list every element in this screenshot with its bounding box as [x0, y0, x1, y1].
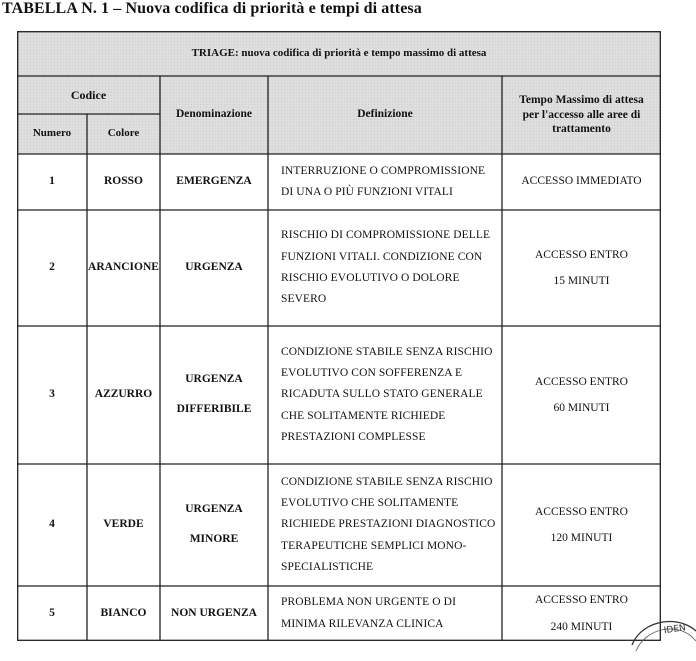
- header-codice: Codice: [17, 76, 160, 114]
- cell-colore: ROSSO: [104, 175, 143, 188]
- text-line: ACCESSO IMMEDIATO: [521, 175, 642, 188]
- header-colore: Colore: [87, 114, 160, 154]
- text-line: NON URGENZA: [171, 606, 257, 619]
- text-line: PROBLEMA NON URGENTE O DI: [281, 596, 456, 609]
- text-line: EMERGENZA: [176, 175, 252, 188]
- text-line: RISCHIO DI COMPROMISSIONE DELLE: [281, 229, 491, 242]
- table-caption: TRIAGE: nuova codifica di priorità e tempo massimo di attesa: [17, 31, 661, 76]
- text-line: 60 MINUTI: [553, 402, 610, 414]
- text-line: RICADUTA SULLO STATO GENERALE: [281, 388, 483, 401]
- text-line: URGENZA: [185, 503, 243, 516]
- text-line: DIFFERIBILE: [176, 403, 252, 415]
- text-line: MINIMA RILEVANZA CLINICA: [281, 617, 444, 630]
- text-line: 15 MINUTI: [553, 275, 610, 287]
- table-grid: [17, 31, 661, 641]
- page-title: TABELLA N. 1 – Nuova codifica di priorità e tempi di attesa: [2, 0, 422, 17]
- cell-colore: ARANCIONE: [88, 261, 159, 274]
- svg-text:IDEN: IDEN: [663, 623, 687, 637]
- cell-numero: 2: [49, 261, 55, 274]
- text-line: TERAPEUTICHE SEMPLICI MONO-: [281, 539, 467, 552]
- text-line: EVOLUTIVO CHE SOLITAMENTE: [281, 497, 459, 510]
- text-line: ACCESSO ENTRO: [535, 594, 628, 607]
- text-line: DI UNA O PIÙ FUNZIONI VITALI: [281, 186, 453, 198]
- cell-colore: VERDE: [103, 518, 144, 531]
- text-line: CHE SOLITAMENTE RICHIEDE: [281, 409, 446, 422]
- cell-colore: AZZURRO: [94, 388, 153, 401]
- text-line: SEVERO: [281, 293, 327, 306]
- text-line: 120 MINUTI: [550, 532, 613, 544]
- cell-numero: 4: [49, 518, 55, 531]
- text-line: MINORE: [189, 533, 239, 545]
- cell-numero: 3: [49, 388, 55, 401]
- text-line: PRESTAZIONI COMPLESSE: [281, 430, 426, 443]
- text-line: RISCHIO EVOLUTIVO O DOLORE: [281, 272, 460, 284]
- text-line: CONDIZIONE STABILE SENZA RISCHIO: [281, 475, 493, 488]
- text-line: ACCESSO ENTRO: [535, 248, 628, 261]
- text-line: FUNZIONI VITALI. CONDIZIONE CON: [281, 250, 483, 263]
- header-tempo-line: per l'accesso alle aree di: [522, 108, 641, 121]
- text-line: 240 MINUTI: [550, 620, 613, 633]
- text-line: URGENZA: [185, 261, 243, 274]
- text-line: RICHIEDE PRESTAZIONI DIAGNOSTICO: [281, 518, 496, 531]
- cell-numero: 1: [49, 175, 55, 188]
- header-definizione: Definizione: [268, 76, 502, 154]
- header-numero: Numero: [17, 114, 87, 154]
- cell-numero: 5: [49, 606, 55, 619]
- header-tempo-line: Tempo Massimo di attesa: [519, 93, 644, 106]
- text-line: INTERRUZIONE O COMPROMISSIONE: [281, 164, 486, 177]
- header-tempo-line: trattamento: [552, 123, 611, 136]
- text-line: ACCESSO ENTRO: [535, 505, 628, 518]
- stamp-seal: [626, 611, 696, 661]
- text-line: URGENZA: [185, 373, 243, 386]
- text-line: SPECIALISTICHE: [281, 560, 374, 573]
- header-denominazione: Denominazione: [160, 76, 268, 154]
- text-line: EVOLUTIVO CON SOFFERENZA E: [281, 367, 463, 380]
- text-line: ACCESSO ENTRO: [535, 375, 628, 388]
- cell-colore: BIANCO: [100, 606, 147, 619]
- text-line: CONDIZIONE STABILE SENZA RISCHIO: [281, 345, 493, 358]
- triage-table: [17, 31, 661, 641]
